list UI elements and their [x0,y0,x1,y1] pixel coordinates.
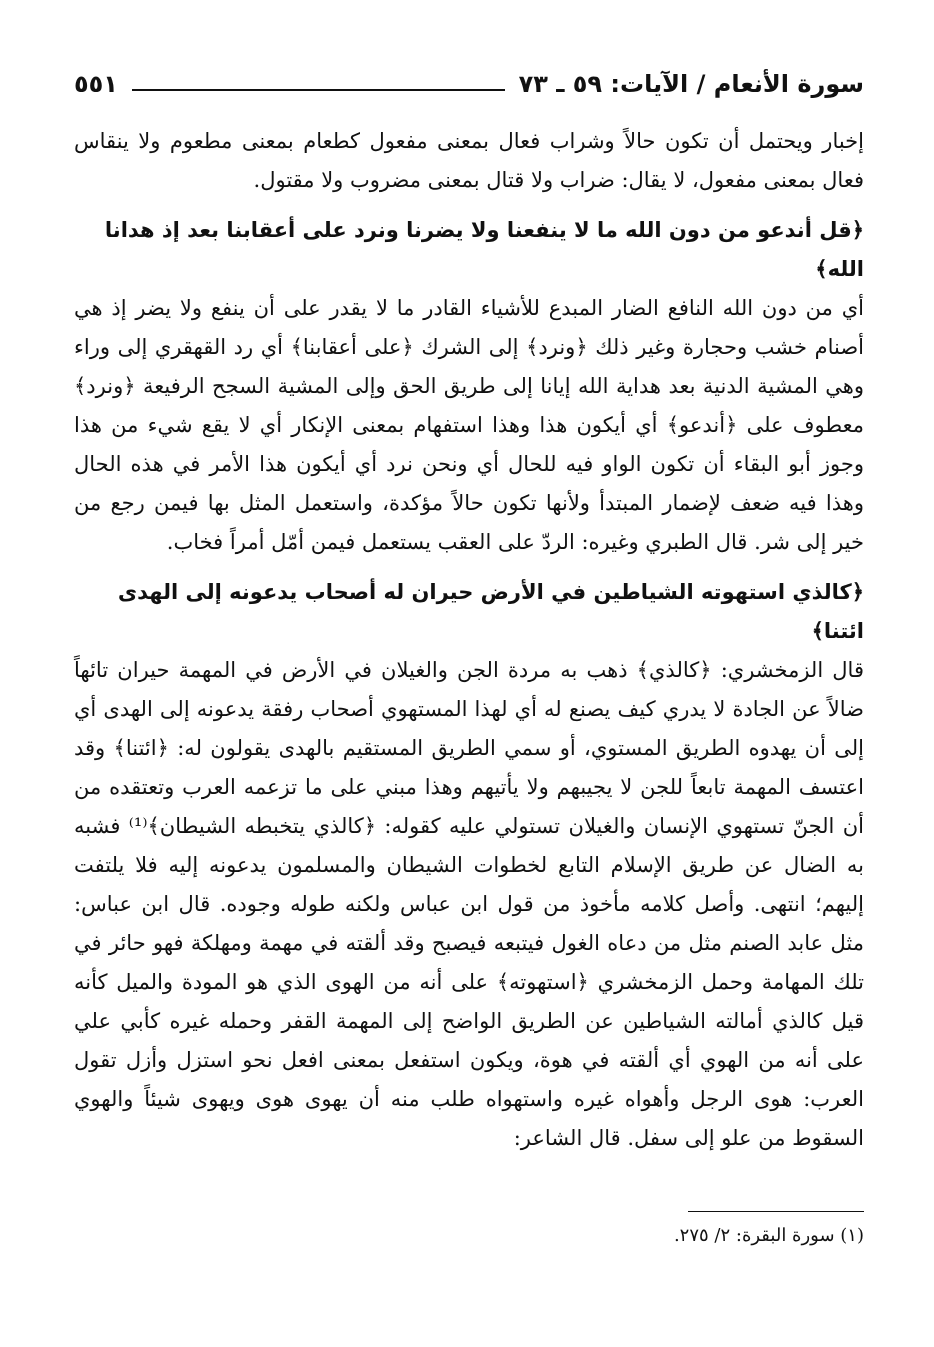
footnote: (١) سورة البقرة: ٢/ ٢٧٥. [673,1225,864,1246]
paragraph: إخبار ويحتمل أن تكون حالاً وشراب فعال بمعنى مفعول كطعام بمعنى مطعوم ولا ينقاس فعال بمعنى مفعول، لا يقال: ضراب ولا قتال بمعنى مضروب ولا مقتول. [74,129,864,192]
footnote-rule [688,1211,864,1212]
body-text [74,122,864,1158]
paragraph: أي من دون الله النافع الضار المبدع للأشياء القادر ما لا يقدر على أن ينفع ولا يضر إذ هي أصنام خشب وحجارة وغير ذلك ﴿ونرد﴾ إلى الشرك ﴿على أعقابنا﴾ أي رد القهقري إلى وراء وهي المشية الدنية بعد هداية الله إيانا إلى طريق الحق وإلى المشية السجح الرفيعة ﴿ونرد﴾ معطوف على ﴿أندعو﴾ أي أيكون هذا وهذا استفهام بمعنى الإنكار أي لا يقع شيء من هذا وجوز أبو البقاء أن تكون الواو فيه للحال أي ونحن نرد أي أيكون هذا الأمر في هذه الحال وهذا فيه ضعف لإضمار المبتدأ ولأنها تكون حالاً مؤكدة، واستعمل المثل بها فيمن رجع من خير إلى شر. قال الطبري وغيره: الردّ على العقب يستعمل فيمن أمّل أمراً فخاب. [74,296,864,554]
paragraph: قال الزمخشري: ﴿كالذي﴾ ذهب به مردة الجن والغيلان في الأرض في المهمة حيران تائهاً ضالاً عن الجادة لا يدري كيف يصنع له أي لهذا المستهوي أصحاب رفقة يدعونه إلى الهدى أي إلى أن يهدوه الطريق المستوي، أو سمي الطريق المستقيم بالهدى يقولون له: ﴿ائتنا﴾ وقد اعتسف المهمة تابعاً للجن لا يجيبهم ولا يأتيهم وهذا مبني على ما تزعمه العرب وتعتقده من أن الجنّ تستهوي الإنسان والغيلان تستولي عليه كقوله: ﴿كالذي يتخبطه الشيطان﴾⁽¹⁾ فشبه به الضال عن طريق الإسلام التابع لخطوات الشيطان والمسلمون يدعونه إليه فلا يلتفت إليهم؛ انتهى. وأصل كلامه مأخوذ من قول ابن عباس ولكنه طوله وجوده. قال ابن عباس: مثل عابد الصنم مثل من دعاه الغول فيتبعه فيصبح وقد ألقته في مهمة ومهلكة فهو حائر في تلك المهامة وحمل الزمخشري ﴿استهوته﴾ على أنه من الهوى الذي هو المودة والميل كأنه قيل كالذي أمالته الشياطين عن الطريق الواضح إلى المهمة القفر وحمله غيره كأبي علي على أنه من الهوي أي ألقته في هوة، ويكون استفعل بمعنى افعل نحو استزل وأزل تقول العرب: هوى الرجل وأهواه غيره واستهواه طلب منه أن يهوى هوى ويهوى شيئاً والهوي السقوط من علو إلى سفل. قال الشاعر: [74,658,865,1150]
page-number: ٥٥١ [74,70,118,98]
spacer [74,200,864,211]
header-rule [132,89,505,91]
spacer [74,562,864,573]
page-header [74,66,864,102]
quran-verse-heading: ﴿كالذي استهوته الشياطين في الأرض حيران له أصحاب يدعونه إلى الهدى ائتنا﴾ [117,580,864,643]
running-title: سورة الأنعام / الآيات: ٥٩ ـ ٧٣ [518,70,864,98]
page [74,66,864,1276]
quran-verse-heading: ﴿قل أندعو من دون الله ما لا ينفعنا ولا يضرنا ونرد على أعقابنا بعد إذ هدانا الله﴾ [104,218,864,281]
